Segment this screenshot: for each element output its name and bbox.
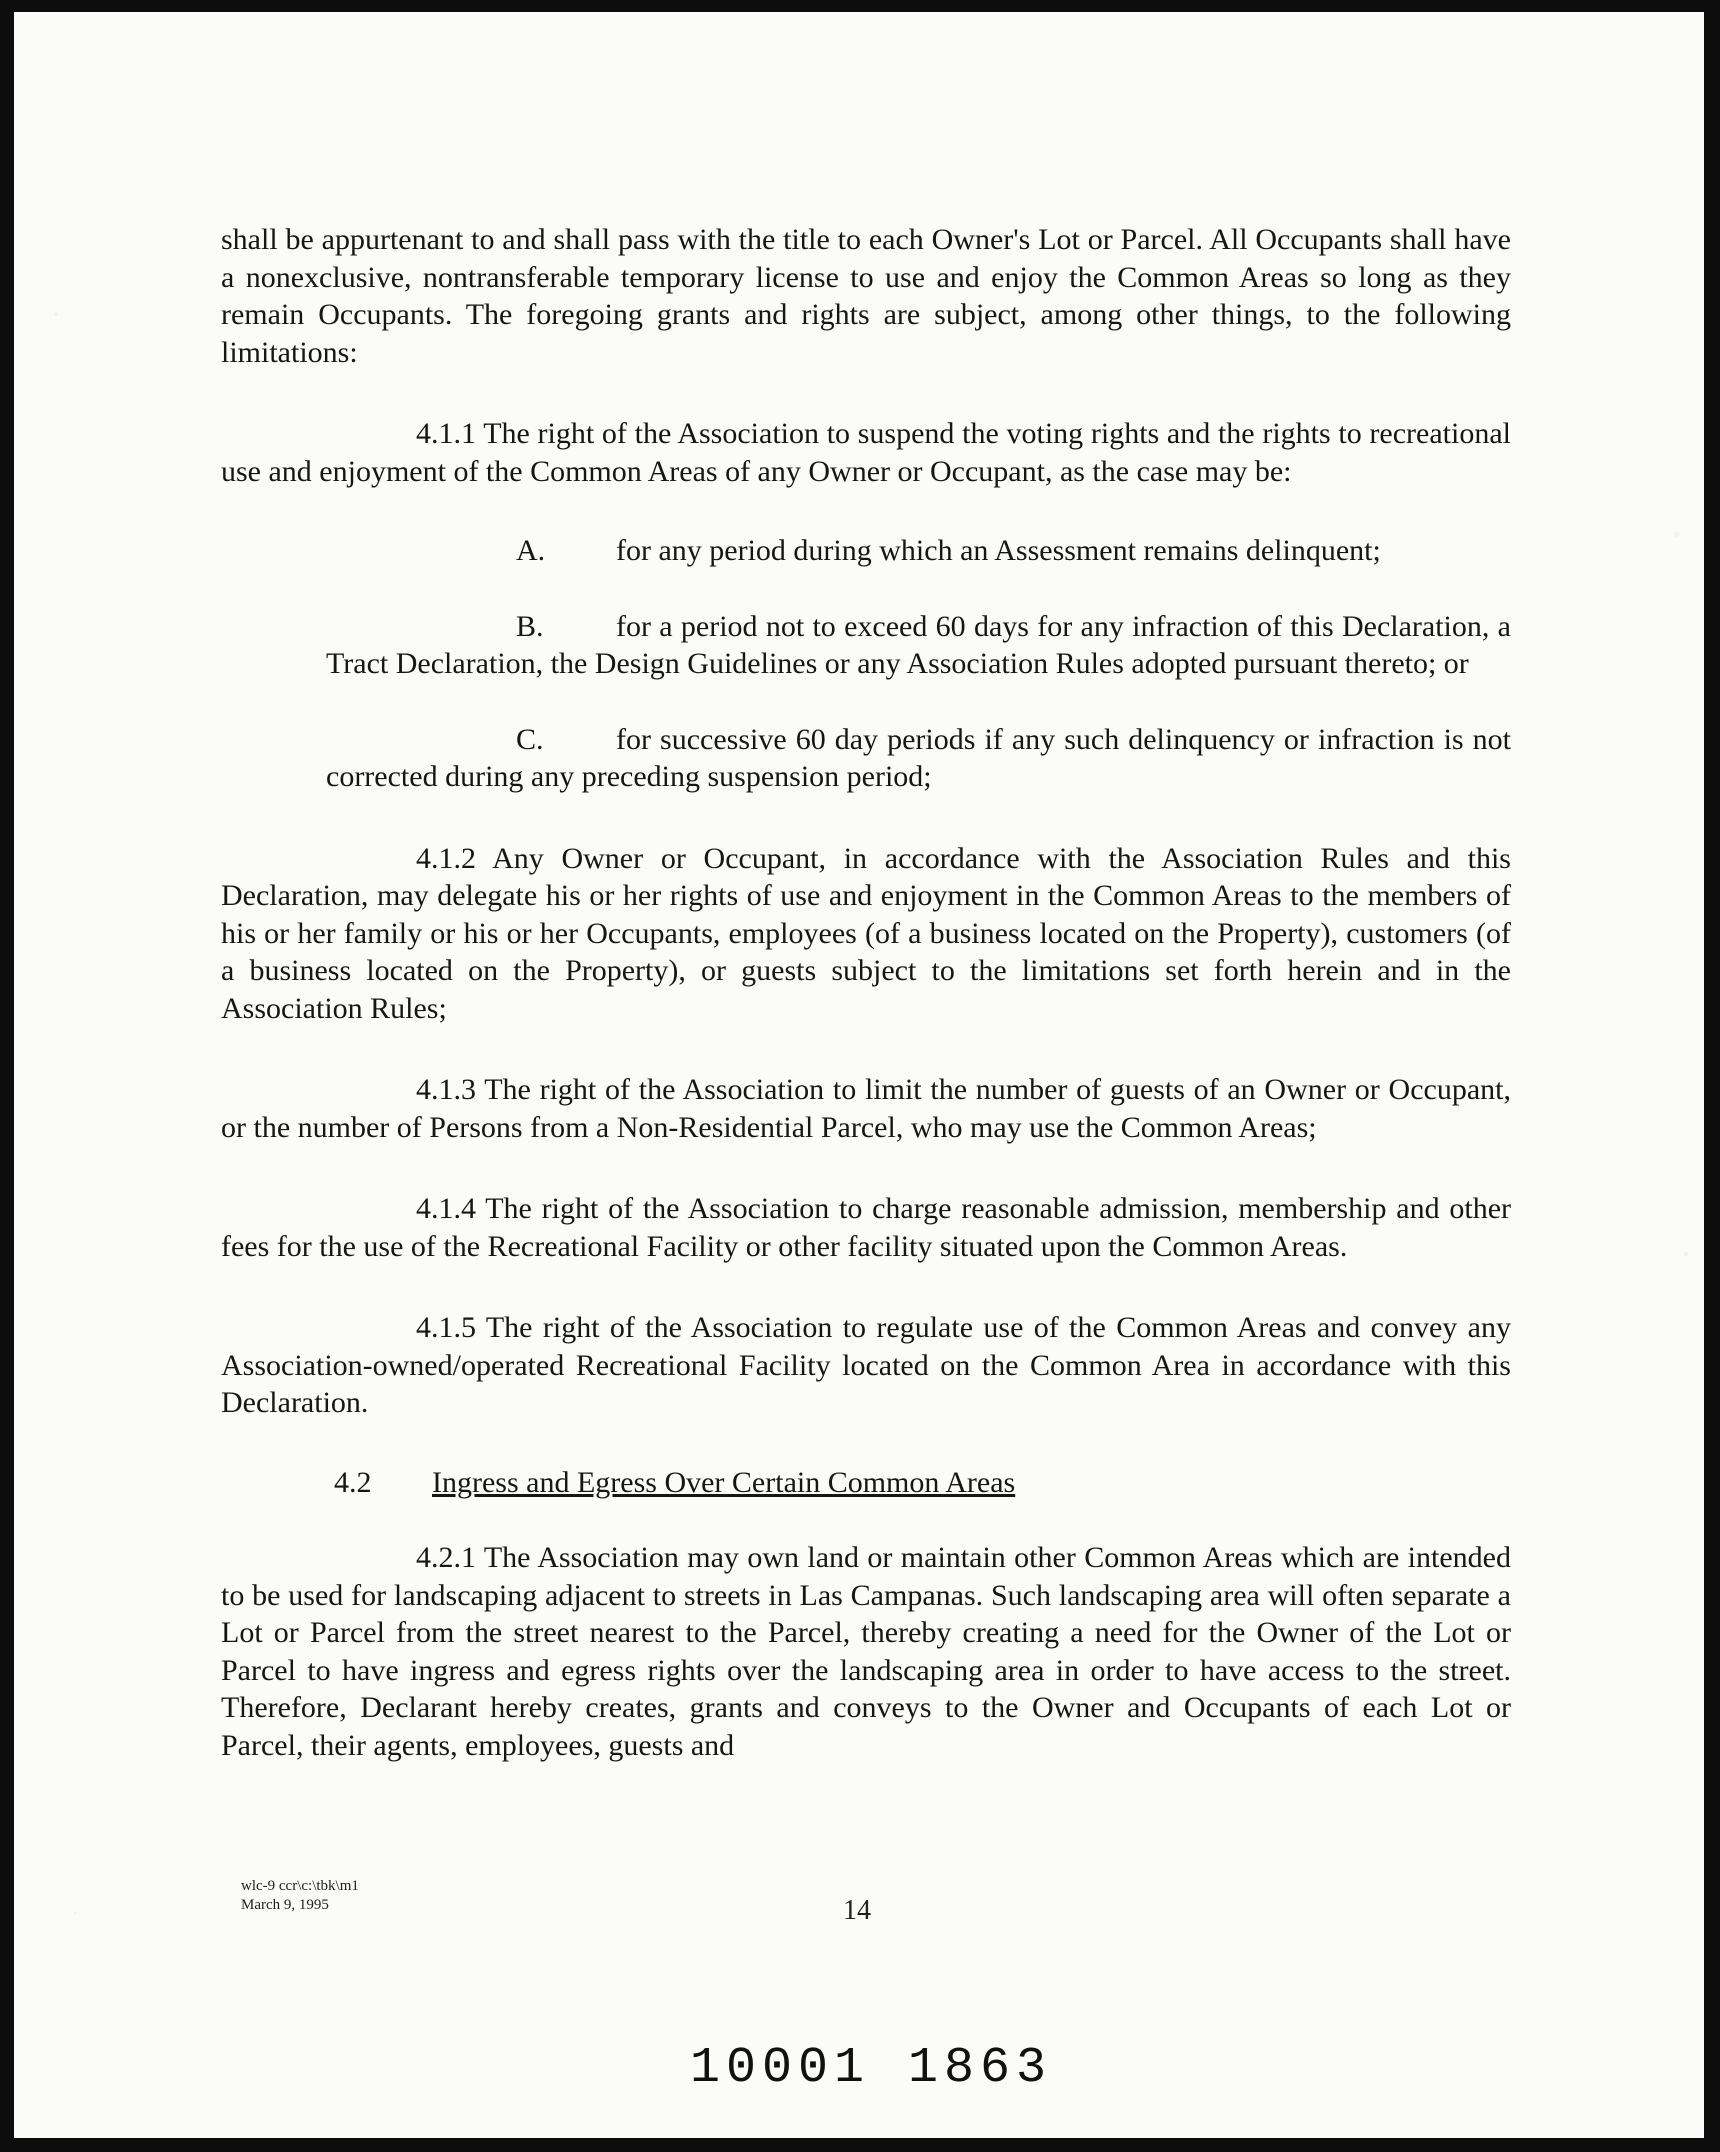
clause-text: The right of the Association to suspend the voting rights and the rights to recreational use and enjoyment of the Common Areas of any Owner or Occupant, as the case may be: [221, 417, 1511, 488]
clause-4-1-5 [221, 1309, 1511, 1422]
subclause-text: for a period not to exceed 60 days for any infraction of this Declaration, a Tract Declaration, the Design Guidelines or any Association Rules adopted pursuant thereto; or [326, 609, 1511, 680]
file-reference: wlc-9 ccr\c:\tbk\m1 [241, 1878, 359, 1894]
clause-4-1-4 [221, 1190, 1511, 1265]
clause-text: The Association may own land or maintain other Common Areas which are intended to be used for landscaping adjacent to streets in Las Campanas. Such landscaping area will often separate a Lot or Parcel from the street nearest to the Parcel, thereby creating a need for the Owner of the Lot or Parcel to have ingress and egress rights over the landscaping area in order to have access to the street. Therefore, Declarant hereby creates, grants and conveys to the Owner and Occupants of each Lot or Parcel, their agents, employees, guests and [221, 1541, 1511, 1762]
clause-4-1-3 [221, 1071, 1511, 1146]
footer-reference [241, 1877, 359, 1915]
clause-number: 4.2.1 [416, 1541, 476, 1574]
clause-4-2-1 [221, 1539, 1511, 1764]
subclause-text: for any period during which an Assessment remains delinquent; [616, 534, 1381, 567]
clause-4-1-2 [221, 840, 1511, 1028]
stamp-book-number: 10001 [690, 2040, 871, 2097]
clause-text: The right of the Association to charge reasonable admission, membership and other fees for the use of the Recreational Facility or other facility situated upon the Common Areas. [221, 1192, 1511, 1263]
intro-paragraph: shall be appurtenant to and shall pass with the title to each Owner's Lot or Parcel. All Occupants shall have a nonexclusive, nontransferable temporary license to use and enjoy the Common Areas so long as they remain Occupants. The foregoing grants and rights are subject, among other things, to the following limitations: [221, 223, 1511, 369]
recording-stamp [690, 2040, 1052, 2097]
subclause-marker: B. [516, 609, 544, 643]
section-title: Ingress and Egress Over Certain Common Areas [432, 1465, 1016, 1499]
section-heading-4-2 [221, 1464, 1511, 1502]
clause-number: 4.1.3 [416, 1073, 476, 1106]
subclause-marker: A. [516, 534, 546, 567]
subclause-marker: C. [516, 722, 544, 756]
clause-number: 4.1.4 [416, 1192, 476, 1225]
document-date: March 9, 1995 [241, 1897, 329, 1913]
stamp-page-number: 1863 [908, 2040, 1053, 2097]
subclause-a [326, 532, 1511, 570]
subclause-b [326, 608, 1511, 683]
document-body [221, 221, 1511, 1764]
section-number: 4.2 [334, 1465, 372, 1499]
clause-text: Any Owner or Occupant, in accordance with the Association Rules and this Declaration, may delegate his or her rights of use and enjoyment in the Common Areas to the members of his or her family or his or her Occupants, employees (of a business located on the Property), customers (of a business located on the Property), or guests subject to the limitations set forth herein and in the Association Rules; [221, 841, 1511, 1025]
clause-4-1-1 [221, 415, 1511, 490]
clause-number: 4.1.1 [416, 417, 476, 450]
page-number: 14 [843, 1895, 871, 1926]
clause-text: The right of the Association to limit the number of guests of an Owner or Occupant, or the number of Persons from a Non-Residential Parcel, who may use the Common Areas; [221, 1073, 1511, 1144]
clause-number: 4.1.2 [416, 841, 476, 875]
clause-number: 4.1.5 [416, 1311, 476, 1344]
clause-text: The right of the Association to regulate use of the Common Areas and convey any Association-owned/operated Recreational Facility located on the Common Area in accordance with this Declaration. [221, 1311, 1511, 1419]
subclause-text: for successive 60 day periods if any such delinquency or infraction is not corrected during any preceding suspension period; [326, 722, 1511, 793]
subclause-c [326, 721, 1511, 796]
